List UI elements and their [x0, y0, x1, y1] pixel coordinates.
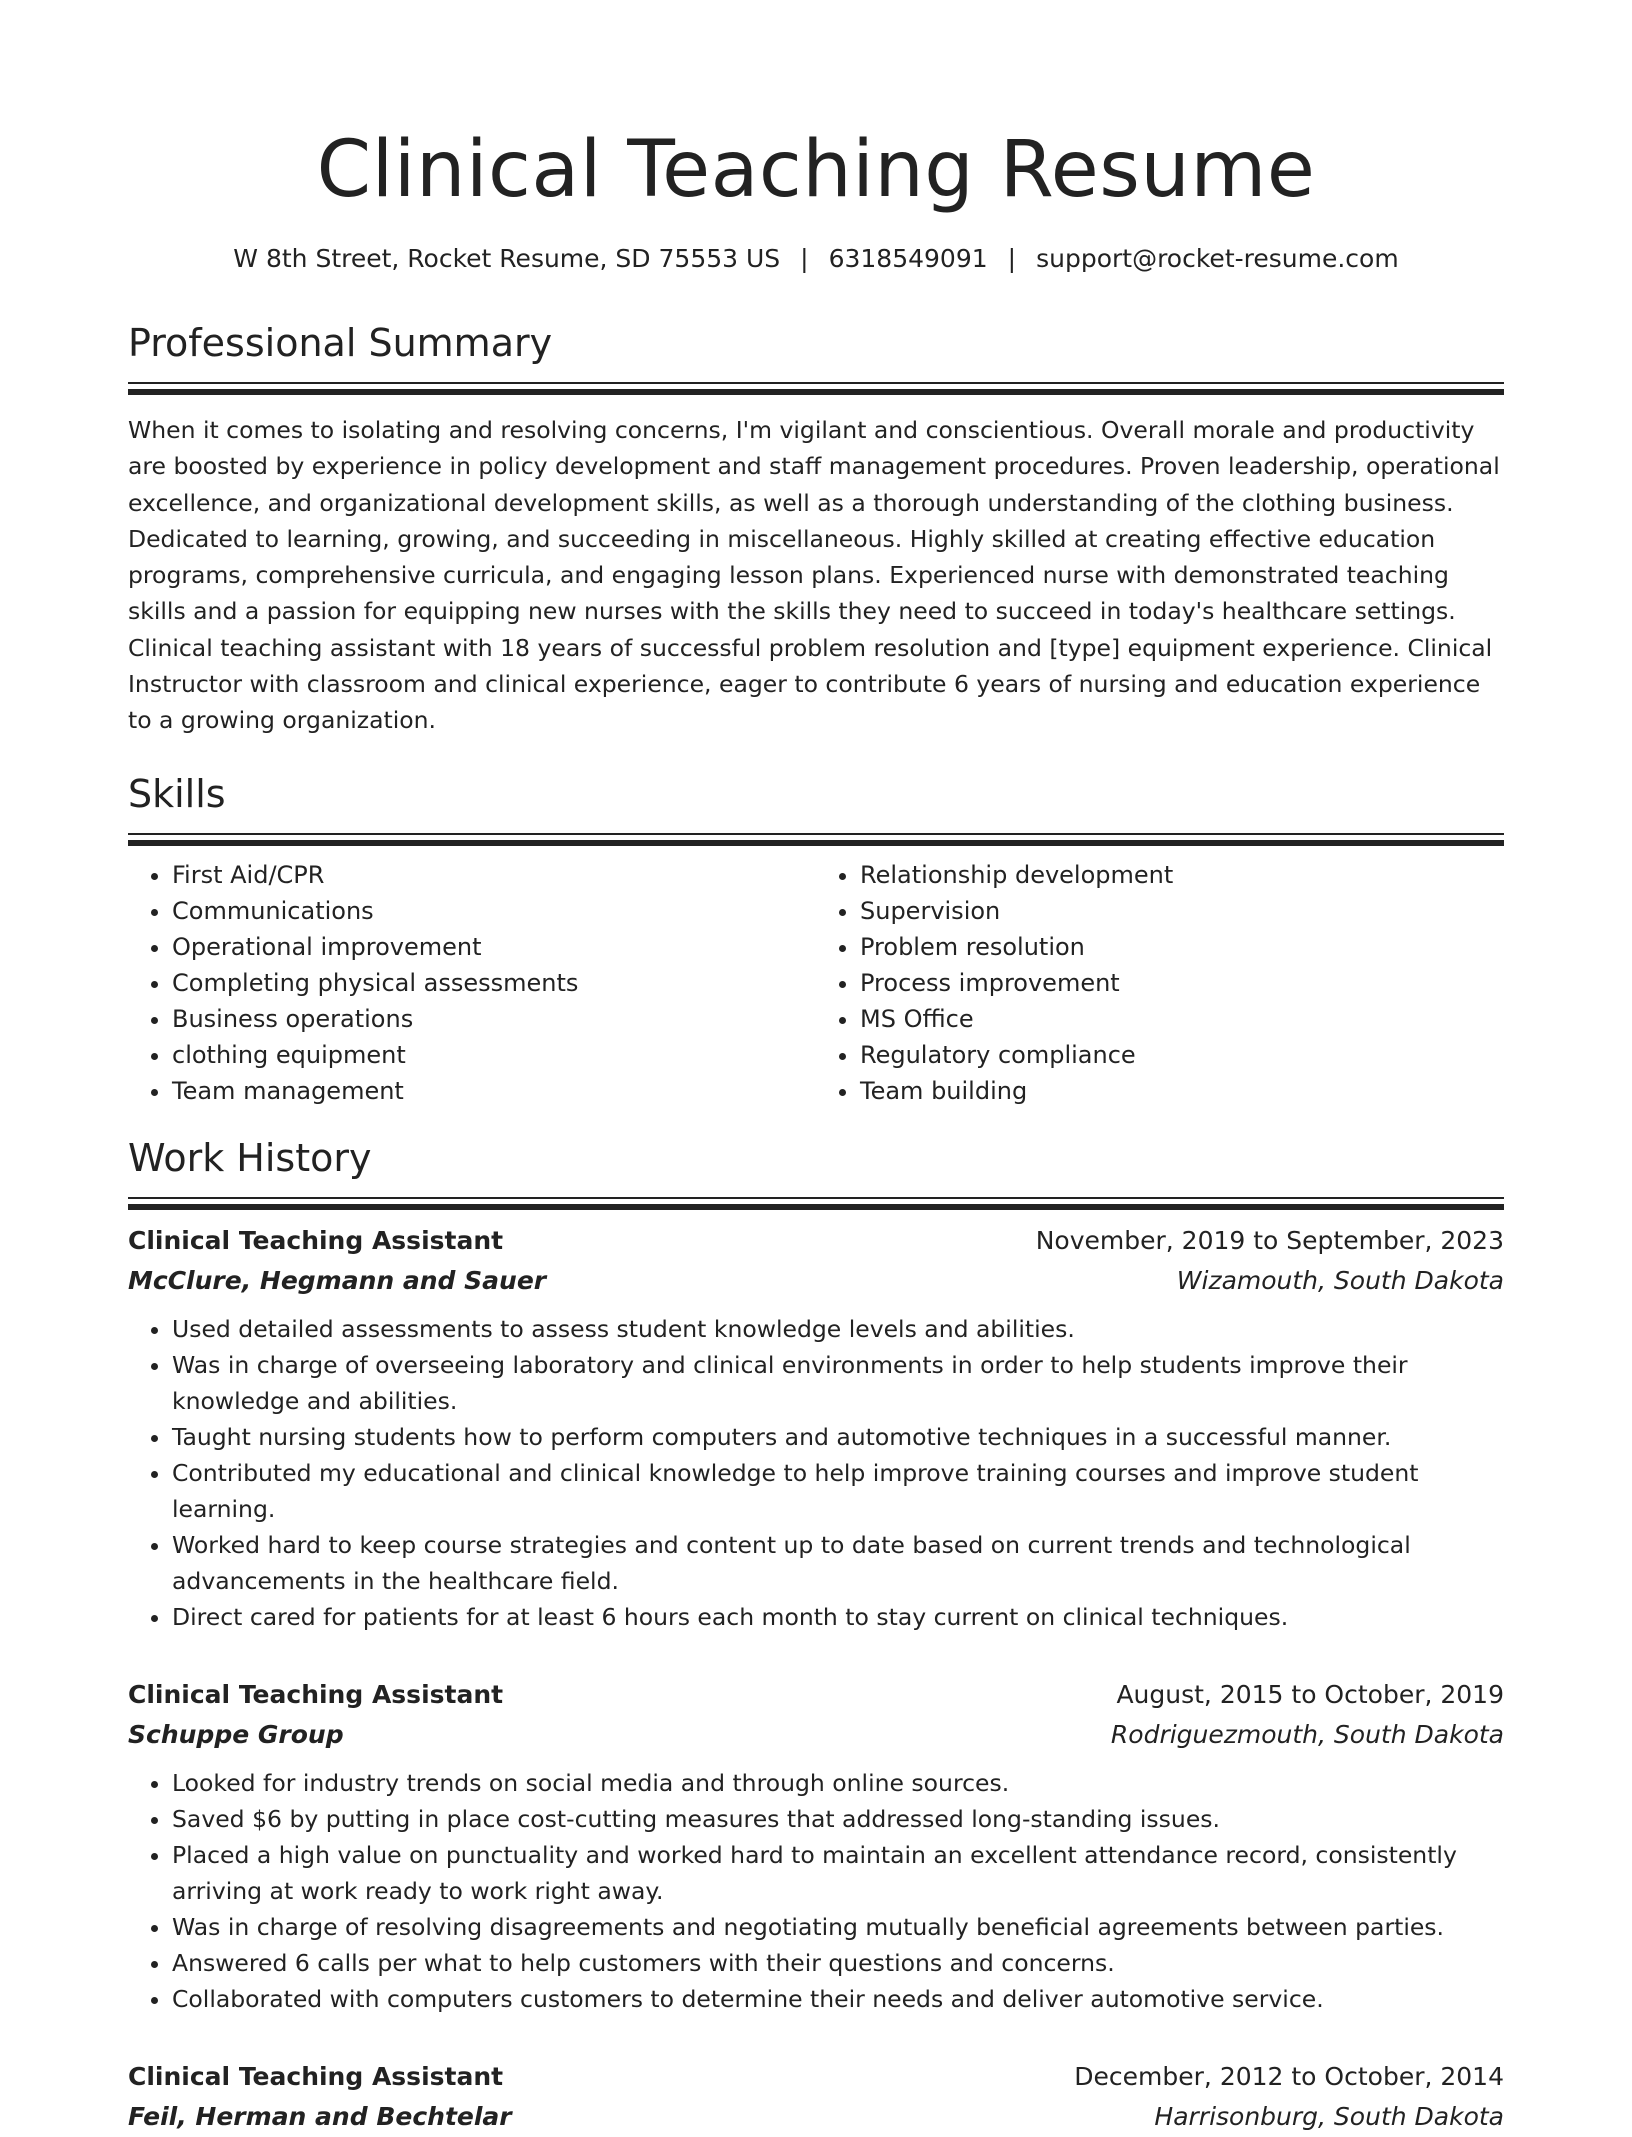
job-entry — [128, 2057, 1504, 2137]
job-subheader — [128, 1261, 1504, 1301]
skills-list-left — [128, 857, 816, 1110]
job-bullet: • Used detailed assessments to assess student knowledge levels and abilities. — [172, 1311, 1504, 1347]
job-dates: December, 2012 to October, 2014 — [1074, 2062, 1504, 2092]
skill-item: • Operational improvement — [172, 929, 816, 965]
job-bullet: • Direct cared for patients for at least 6 hours each month to stay current on clinical techniques. — [172, 1599, 1504, 1635]
section-heading-skills: Skills — [128, 771, 226, 816]
job-company: Schuppe Group — [128, 1720, 344, 1750]
skill-item: • Completing physical assessments — [172, 965, 816, 1001]
skill-item: • Business operations — [172, 1001, 816, 1037]
job-header — [128, 1221, 1504, 1261]
job-bullet: • Taught nursing students how to perform computers and automotive techniques in a successful manner. — [172, 1419, 1504, 1455]
job-location: Wizamouth, South Dakota — [1176, 1266, 1504, 1296]
skill-item: • Team management — [172, 1073, 816, 1109]
skill-item: • Regulatory compliance — [860, 1037, 1504, 1073]
job-bullets — [128, 1311, 1504, 1635]
job-subheader — [128, 1715, 1504, 1755]
skills-list-right — [816, 857, 1504, 1110]
contact-separator: | — [800, 244, 809, 273]
job-title: Clinical Teaching Assistant — [128, 1226, 504, 1256]
skill-item: • Communications — [172, 893, 816, 929]
job-bullet: • Looked for industry trends on social media and through online sources. — [172, 1765, 1504, 1801]
job-title: Clinical Teaching Assistant — [128, 2062, 504, 2092]
job-subheader — [128, 2097, 1504, 2137]
job-dates: November, 2019 to September, 2023 — [1035, 1226, 1504, 1256]
skills-section — [128, 769, 1504, 1110]
job-entry — [128, 1675, 1504, 2017]
resume-title: Clinical Teaching Resume — [316, 125, 1316, 215]
section-heading-work: Work History — [128, 1136, 372, 1181]
job-company: Feil, Herman and Bechtelar — [128, 2102, 512, 2132]
job-bullet: • Collaborated with computers customers to determine their needs and deliver automotive service. — [172, 1981, 1504, 2017]
job-title: Clinical Teaching Assistant — [128, 1680, 504, 1710]
job-company: McClure, Hegmann and Sauer — [128, 1266, 547, 1296]
work-history-section — [128, 1133, 1504, 2137]
skill-item: • Problem resolution — [860, 929, 1504, 965]
professional-summary-section — [128, 318, 1504, 739]
skill-item: • MS Office — [860, 1001, 1504, 1037]
job-bullet: • Saved $6 by putting in place cost-cutting measures that addressed long-standing issues. — [172, 1801, 1504, 1837]
job-header — [128, 1675, 1504, 1715]
job-bullet: • Contributed my educational and clinical knowledge to help improve training courses and improve student learning. — [172, 1455, 1504, 1527]
job-location: Harrisonburg, South Dakota — [1154, 2102, 1504, 2132]
job-header — [128, 2057, 1504, 2097]
job-entry — [128, 1221, 1504, 1635]
contact-phone: 6318549091 — [828, 244, 988, 273]
contact-separator: | — [1007, 244, 1017, 273]
job-bullet: • Placed a high value on punctuality and worked hard to maintain an excellent attendance record, consistently arriving at work ready to work right away. — [172, 1837, 1504, 1909]
contact-address: W 8th Street, Rocket Resume, SD 75553 US — [233, 244, 781, 273]
job-bullet: • Was in charge of overseeing laboratory and clinical environments in order to help students improve their knowledge and abilities. — [172, 1347, 1504, 1419]
skill-item: • clothing equipment — [172, 1037, 816, 1073]
contact-email: support@rocket-resume.com — [1036, 244, 1399, 273]
skill-item: • Supervision — [860, 893, 1504, 929]
skills-columns — [128, 857, 1504, 1110]
skill-item: • Relationship development — [860, 857, 1504, 893]
job-bullet: • Answered 6 calls per what to help customers with their questions and concerns. — [172, 1945, 1504, 1981]
job-location: Rodriguezmouth, South Dakota — [1110, 1720, 1504, 1750]
skill-item: • Process improvement — [860, 965, 1504, 1001]
job-bullet: • Was in charge of resolving disagreements and negotiating mutually beneficial agreements between parties. — [172, 1909, 1504, 1945]
section-divider — [128, 833, 1504, 835]
section-divider — [128, 382, 1504, 384]
skill-item: • Team building — [860, 1073, 1504, 1109]
summary-text: When it comes to isolating and resolving concerns, I'm vigilant and conscientious. Overall morale and productivity are boosted by experience in policy development and staff management procedures. Proven leadership, operational excellence, and organizational development skills, as well as a thorough understanding of the clothing business. Dedicated to learning, growing, and succeeding in miscellaneous. Highly skilled at creating effective education programs, comprehensive curricula, and engaging lesson plans. Experienced nurse with demonstrated teaching skills and a passion for equipping new nurses with the skills they need to succeed in today's healthcare settings. Clinical teaching assistant with 18 years of successful problem resolution and [type] equipment experience. Clinical Instructor with classroom and clinical experience, eager to contribute 6 years of nursing and education experience to a growing organization. — [128, 416, 1500, 735]
job-bullet: • Worked hard to keep course strategies and content up to date based on current trends and technological advancements in the healthcare field. — [172, 1527, 1504, 1599]
section-heading-summary: Professional Summary — [128, 321, 553, 365]
section-divider — [128, 1197, 1504, 1199]
job-bullets — [128, 1765, 1504, 2017]
contact-line — [128, 242, 1504, 276]
job-dates: August, 2015 to October, 2019 — [1116, 1680, 1504, 1710]
skill-item: • First Aid/CPR — [172, 857, 816, 893]
